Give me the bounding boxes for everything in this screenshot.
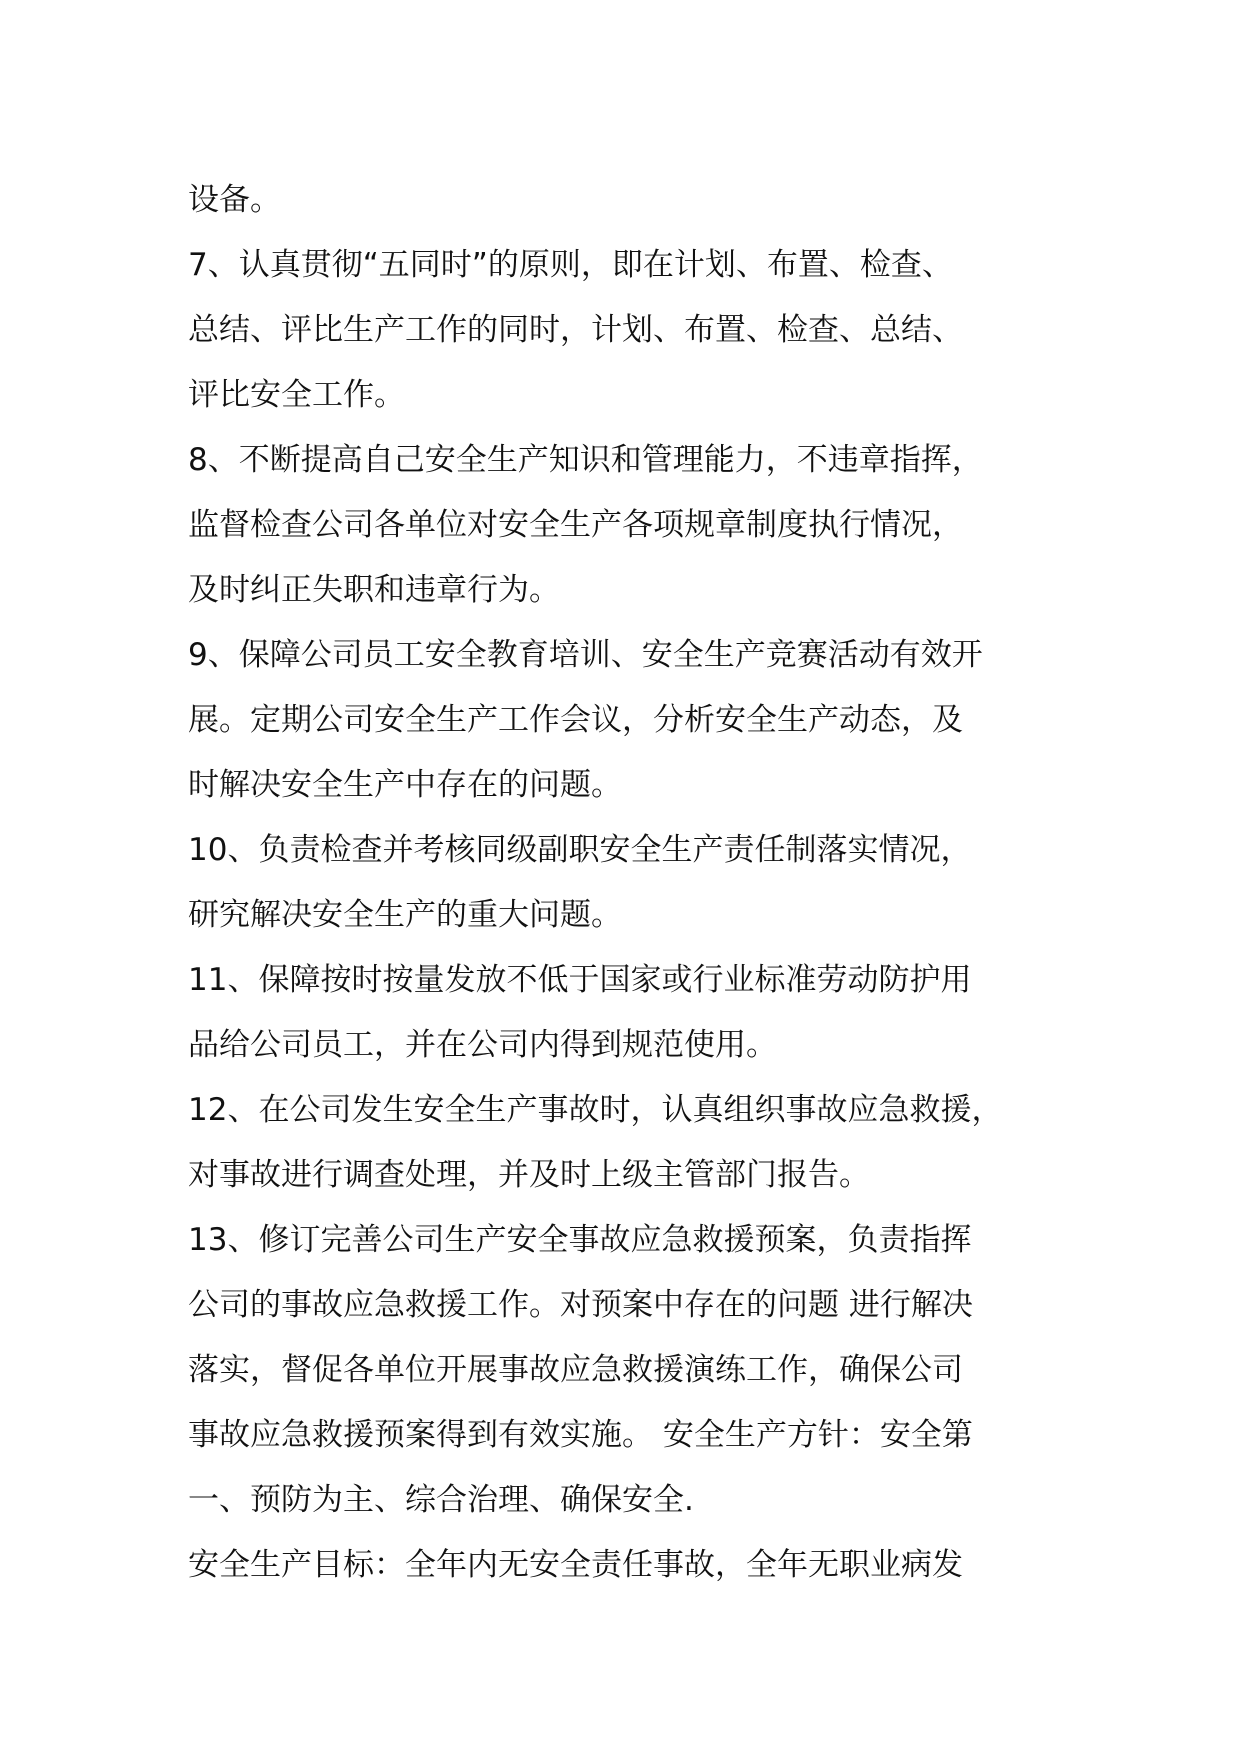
text-line: 8、不断提高自己安全生产知识和管理能力，不违章指挥， (188, 442, 983, 478)
text-line: 评比安全工作。 (188, 377, 405, 413)
text-line: 7、认真贯彻“五同时”的原则，即在计划、布置、检查、 (188, 247, 953, 283)
body-text (188, 168, 1088, 1598)
text-line: 品给公司员工，并在公司内得到规范使用。 (188, 1027, 777, 1063)
text-line: 10、负责检查并考核同级副职安全生产责任制落实情况， (188, 832, 972, 868)
text-line: 安全生产目标：全年内无安全责任事故，全年无职业病发 (188, 1547, 963, 1583)
text-line: 12、在公司发生安全生产事故时，认真组织事故应急救援， (188, 1092, 1003, 1128)
text-line: 展。定期公司安全生产工作会议，分析安全生产动态，及 (188, 702, 963, 738)
text-line: 监督检查公司各单位对安全生产各项规章制度执行情况， (188, 507, 963, 543)
text-line: 研究解决安全生产的重大问题。 (188, 897, 622, 933)
text-line: 及时纠正失职和违章行为。 (188, 572, 560, 608)
text-line: 11、保障按时按量发放不低于国家或行业标准劳动防护用 (188, 962, 972, 998)
text-line: 13、修订完善公司生产安全事故应急救援预案，负责指挥 (188, 1222, 972, 1258)
text-line: 9、保障公司员工安全教育培训、安全生产竞赛活动有效开 (188, 637, 983, 673)
text-line: 对事故进行调查处理，并及时上级主管部门报告。 (188, 1157, 870, 1193)
text-line: 设备。 (188, 182, 281, 218)
text-line: 总结、评比生产工作的同时，计划、布置、检查、总结、 (188, 312, 963, 348)
text-line: 落实，督促各单位开展事故应急救援演练工作，确保公司 (188, 1352, 963, 1388)
text-line: 公司的事故应急救援工作。对预案中存在的问题 进行解决 (188, 1287, 973, 1323)
text-line: 时解决安全生产中存在的问题。 (188, 767, 622, 803)
text-line: 一、预防为主、综合治理、确保安全. (188, 1482, 694, 1518)
text-line: 事故应急救援预案得到有效实施。 安全生产方针：安全第 (188, 1417, 973, 1453)
